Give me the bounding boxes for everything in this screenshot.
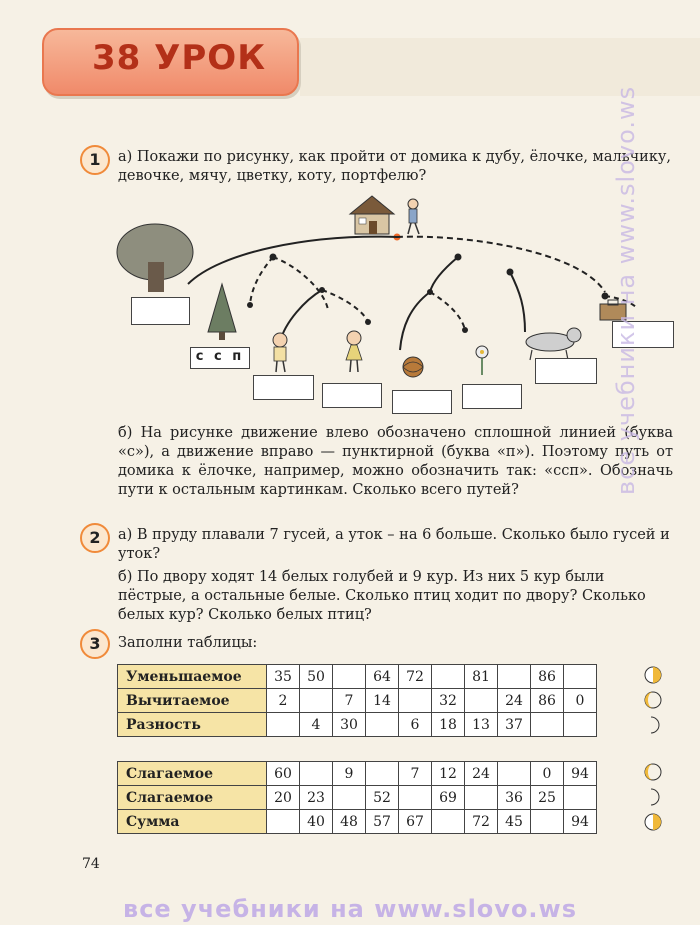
table-cell[interactable] [366, 762, 399, 786]
task-2b-text: б) По двору ходят 14 белых голубей и 9 кур. Из них 5 кур были пёстрые, а остальные белые. Сколько птиц ходит по двору? Сколько белых кур? Сколько белых птиц? [118, 569, 646, 623]
table-cell[interactable]: 7 [333, 689, 366, 713]
table-cell[interactable]: 24 [498, 689, 531, 713]
moon-phase-crescent-icon [645, 692, 661, 708]
task-3-prompt: Заполни таблицы: [118, 635, 258, 651]
table-cell[interactable]: 12 [432, 762, 465, 786]
subtraction-table [117, 664, 597, 737]
table-cell[interactable] [300, 762, 333, 786]
boy-icon [273, 333, 287, 372]
table-cell[interactable]: 25 [531, 786, 564, 810]
table-cell[interactable]: 13 [465, 713, 498, 737]
table-cell[interactable]: 14 [366, 689, 399, 713]
table-cell[interactable]: 20 [267, 786, 300, 810]
bottom-watermark: все учебники на www.slovo.ws [123, 895, 577, 923]
table-row [118, 786, 597, 810]
table-cell[interactable] [498, 665, 531, 689]
table-cell[interactable] [432, 665, 465, 689]
table-cell[interactable]: 94 [564, 810, 597, 834]
path-diagram [110, 192, 690, 417]
ball-icon [403, 357, 423, 377]
house-icon [350, 196, 394, 234]
table-cell[interactable] [366, 713, 399, 737]
table-cell[interactable] [333, 786, 366, 810]
table-cell[interactable] [333, 665, 366, 689]
table-cell[interactable]: 40 [300, 810, 333, 834]
table-cell[interactable]: 72 [465, 810, 498, 834]
answer-box-oak[interactable] [131, 297, 190, 325]
spruce-tree-icon [208, 284, 236, 340]
table-cell[interactable]: 4 [300, 713, 333, 737]
moon-phase-crescent-icon [645, 764, 661, 780]
table-cell[interactable] [564, 665, 597, 689]
row-label: Вычитаемое [118, 689, 267, 713]
answer-box-boy[interactable] [253, 375, 314, 400]
faded-background-strip [300, 38, 700, 96]
table-cell[interactable]: 67 [399, 810, 432, 834]
table-cell[interactable]: 32 [432, 689, 465, 713]
table-cell[interactable] [399, 689, 432, 713]
table-cell[interactable] [465, 689, 498, 713]
task-2a-text: а) В пруду плавали 7 гусей, а уток – на 6 больше. Сколько было гусей и уток? [118, 527, 670, 562]
table-cell[interactable]: 60 [267, 762, 300, 786]
table-cell[interactable]: 94 [564, 762, 597, 786]
table-cell[interactable]: 6 [399, 713, 432, 737]
table-cell[interactable]: 23 [300, 786, 333, 810]
table-cell[interactable] [267, 810, 300, 834]
row-label: Слагаемое [118, 762, 267, 786]
row-label: Разность [118, 713, 267, 737]
table-cell[interactable]: 2 [267, 689, 300, 713]
addition-table [117, 761, 597, 834]
cat-icon [526, 328, 581, 360]
answer-box-ball[interactable] [392, 390, 452, 414]
row-label: Уменьшаемое [118, 665, 267, 689]
table-cell[interactable]: 86 [531, 665, 564, 689]
boy-near-house-icon [408, 199, 419, 234]
moon-phase-full-icon [645, 667, 661, 683]
answer-box-spruce: с с п [190, 347, 250, 369]
table-cell[interactable] [564, 713, 597, 737]
table-cell[interactable]: 72 [399, 665, 432, 689]
table-cell[interactable]: 7 [399, 762, 432, 786]
task-1-number: 1 [80, 145, 110, 175]
table-cell[interactable] [564, 786, 597, 810]
table-cell[interactable]: 37 [498, 713, 531, 737]
table-cell[interactable]: 69 [432, 786, 465, 810]
table-cell[interactable]: 81 [465, 665, 498, 689]
table-cell[interactable]: 35 [267, 665, 300, 689]
side-watermark: все учебники на www.slovo.ws [612, 85, 640, 495]
table-row [118, 665, 597, 689]
task-1a-text: а) Покажи по рисунку, как пройти от домика к дубу, ёлочке, мальчику, девочке, мячу, цветку, коту, портфелю? [118, 149, 672, 184]
table-cell[interactable]: 0 [564, 689, 597, 713]
task-1b-text: б) На рисунке движение влево обозначено сплошной линией (буква «с»), а движение вправо — пунктирной (буква «п»). Поэтому путь от домика к ёлочке, например, можно обозначить так: «ссп». Обозначь пути к остальным картинкам. Сколько всего путей? [118, 425, 673, 498]
page-number: 74 [82, 856, 100, 872]
table-cell[interactable]: 0 [531, 762, 564, 786]
oak-tree-icon [117, 224, 193, 292]
table-cell[interactable] [300, 689, 333, 713]
table-cell[interactable]: 50 [300, 665, 333, 689]
answer-box-flower[interactable] [462, 384, 522, 409]
table-cell[interactable] [531, 810, 564, 834]
lesson-title: 38 УРОК [92, 38, 266, 78]
flower-icon [476, 346, 488, 375]
table-cell[interactable]: 30 [333, 713, 366, 737]
girl-icon [346, 331, 362, 372]
table-cell[interactable]: 24 [465, 762, 498, 786]
table-row [118, 713, 597, 737]
table-cell[interactable] [267, 713, 300, 737]
answer-box-girl[interactable] [322, 383, 382, 408]
moon-phase-icons-table2 [643, 763, 663, 839]
moon-phase-icons-table1 [643, 666, 663, 742]
table-cell[interactable]: 52 [366, 786, 399, 810]
moon-phase-waning-icon [651, 789, 659, 805]
table-cell[interactable] [399, 786, 432, 810]
table-cell[interactable]: 45 [498, 810, 531, 834]
table-cell[interactable] [432, 810, 465, 834]
row-label: Слагаемое [118, 786, 267, 810]
table-cell[interactable] [531, 713, 564, 737]
table-cell[interactable] [498, 762, 531, 786]
task-3-number: 3 [80, 629, 110, 659]
table-cell[interactable]: 64 [366, 665, 399, 689]
table-cell[interactable]: 48 [333, 810, 366, 834]
table-cell[interactable] [465, 786, 498, 810]
moon-phase-full-icon [645, 814, 661, 830]
answer-box-cat[interactable] [535, 358, 597, 384]
table-cell[interactable]: 18 [432, 713, 465, 737]
table-row [118, 689, 597, 713]
table-cell[interactable]: 9 [333, 762, 366, 786]
table-row [118, 810, 597, 834]
table-row [118, 762, 597, 786]
table-cell[interactable]: 57 [366, 810, 399, 834]
task-2-number: 2 [80, 523, 110, 553]
moon-phase-waning-icon [651, 717, 659, 733]
table-cell[interactable]: 36 [498, 786, 531, 810]
table-cell[interactable]: 86 [531, 689, 564, 713]
row-label: Сумма [118, 810, 267, 834]
